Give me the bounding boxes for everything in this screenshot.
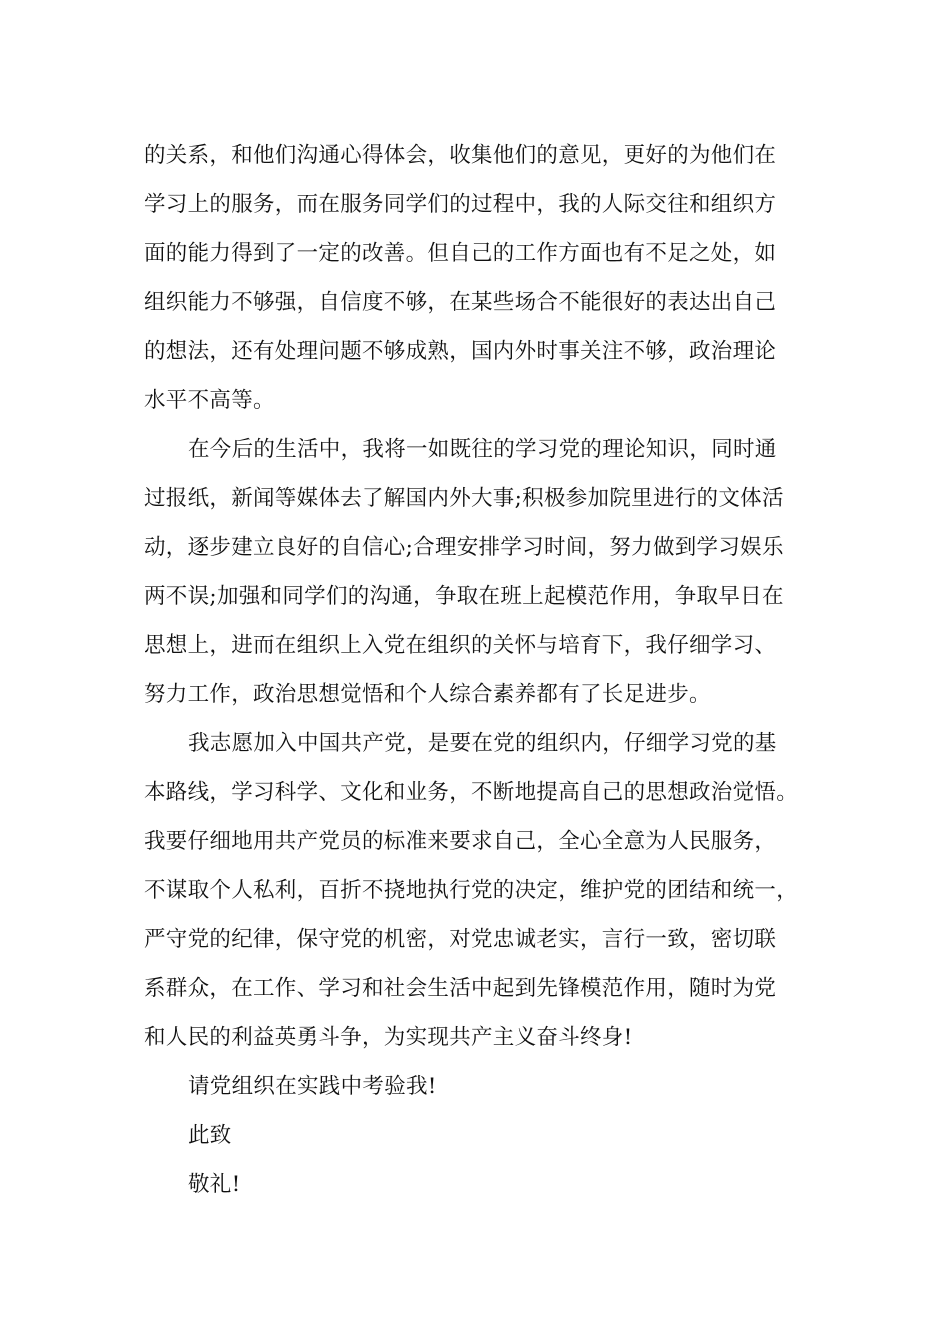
body-line: 水平不高等。 (144, 388, 275, 413)
closing-request: 请党组织在实践中考验我! (188, 1074, 437, 1099)
body-line: 过报纸，新闻等媒体去了解国内外大事;积极参加院里进行的文体活 (144, 486, 784, 511)
closing-regards: 敬礼! (188, 1172, 241, 1197)
body-line: 严守党的纪律，保守党的机密，对党忠诚老实，言行一致，密切联 (144, 927, 777, 952)
letter-body (144, 131, 824, 1209)
body-line: 本路线，学习科学、文化和业务，不断地提高自己的思想政治觉悟。 (144, 780, 799, 805)
body-line: 的想法，还有处理问题不够成熟，国内外时事关注不够，政治理论 (144, 339, 777, 364)
body-line: 思想上，进而在组织上入党在组织的关怀与培育下，我仔细学习、 (144, 633, 777, 658)
body-line: 动，逐步建立良好的自信心;合理安排学习时间，努力做到学习娱乐 (144, 535, 784, 560)
body-line: 两不误;加强和同学们的沟通，争取在班上起模范作用，争取早日在 (144, 584, 784, 609)
body-line: 努力工作，政治思想觉悟和个人综合素养都有了长足进步。 (144, 682, 711, 707)
body-line: 组织能力不够强，自信度不够，在某些场合不能很好的表达出自己 (144, 290, 777, 315)
body-line: 我要仔细地用共产党员的标准来要求自己，全心全意为人民服务， (144, 829, 777, 854)
body-line: 面的能力得到了一定的改善。但自己的工作方面也有不足之处，如 (144, 241, 777, 266)
body-line: 的关系，和他们沟通心得体会，收集他们的意见，更好的为他们在 (144, 143, 777, 168)
closing-salutation: 此致 (188, 1123, 232, 1148)
paragraph-start-line: 我志愿加入中国共产党，是要在党的组织内，仔细学习党的基 (188, 731, 777, 756)
body-line: 不谋取个人私利，百折不挠地执行党的决定，维护党的团结和统一， (144, 878, 799, 903)
paragraph-start-line: 在今后的生活中，我将一如既往的学习党的理论知识，同时通 (188, 437, 777, 462)
body-line: 系群众，在工作、学习和社会生活中起到先锋模范作用，随时为党 (144, 976, 777, 1001)
body-line: 和人民的利益英勇斗争，为实现共产主义奋斗终身! (144, 1025, 633, 1050)
body-line: 学习上的服务，而在服务同学们的过程中，我的人际交往和组织方 (144, 192, 777, 217)
